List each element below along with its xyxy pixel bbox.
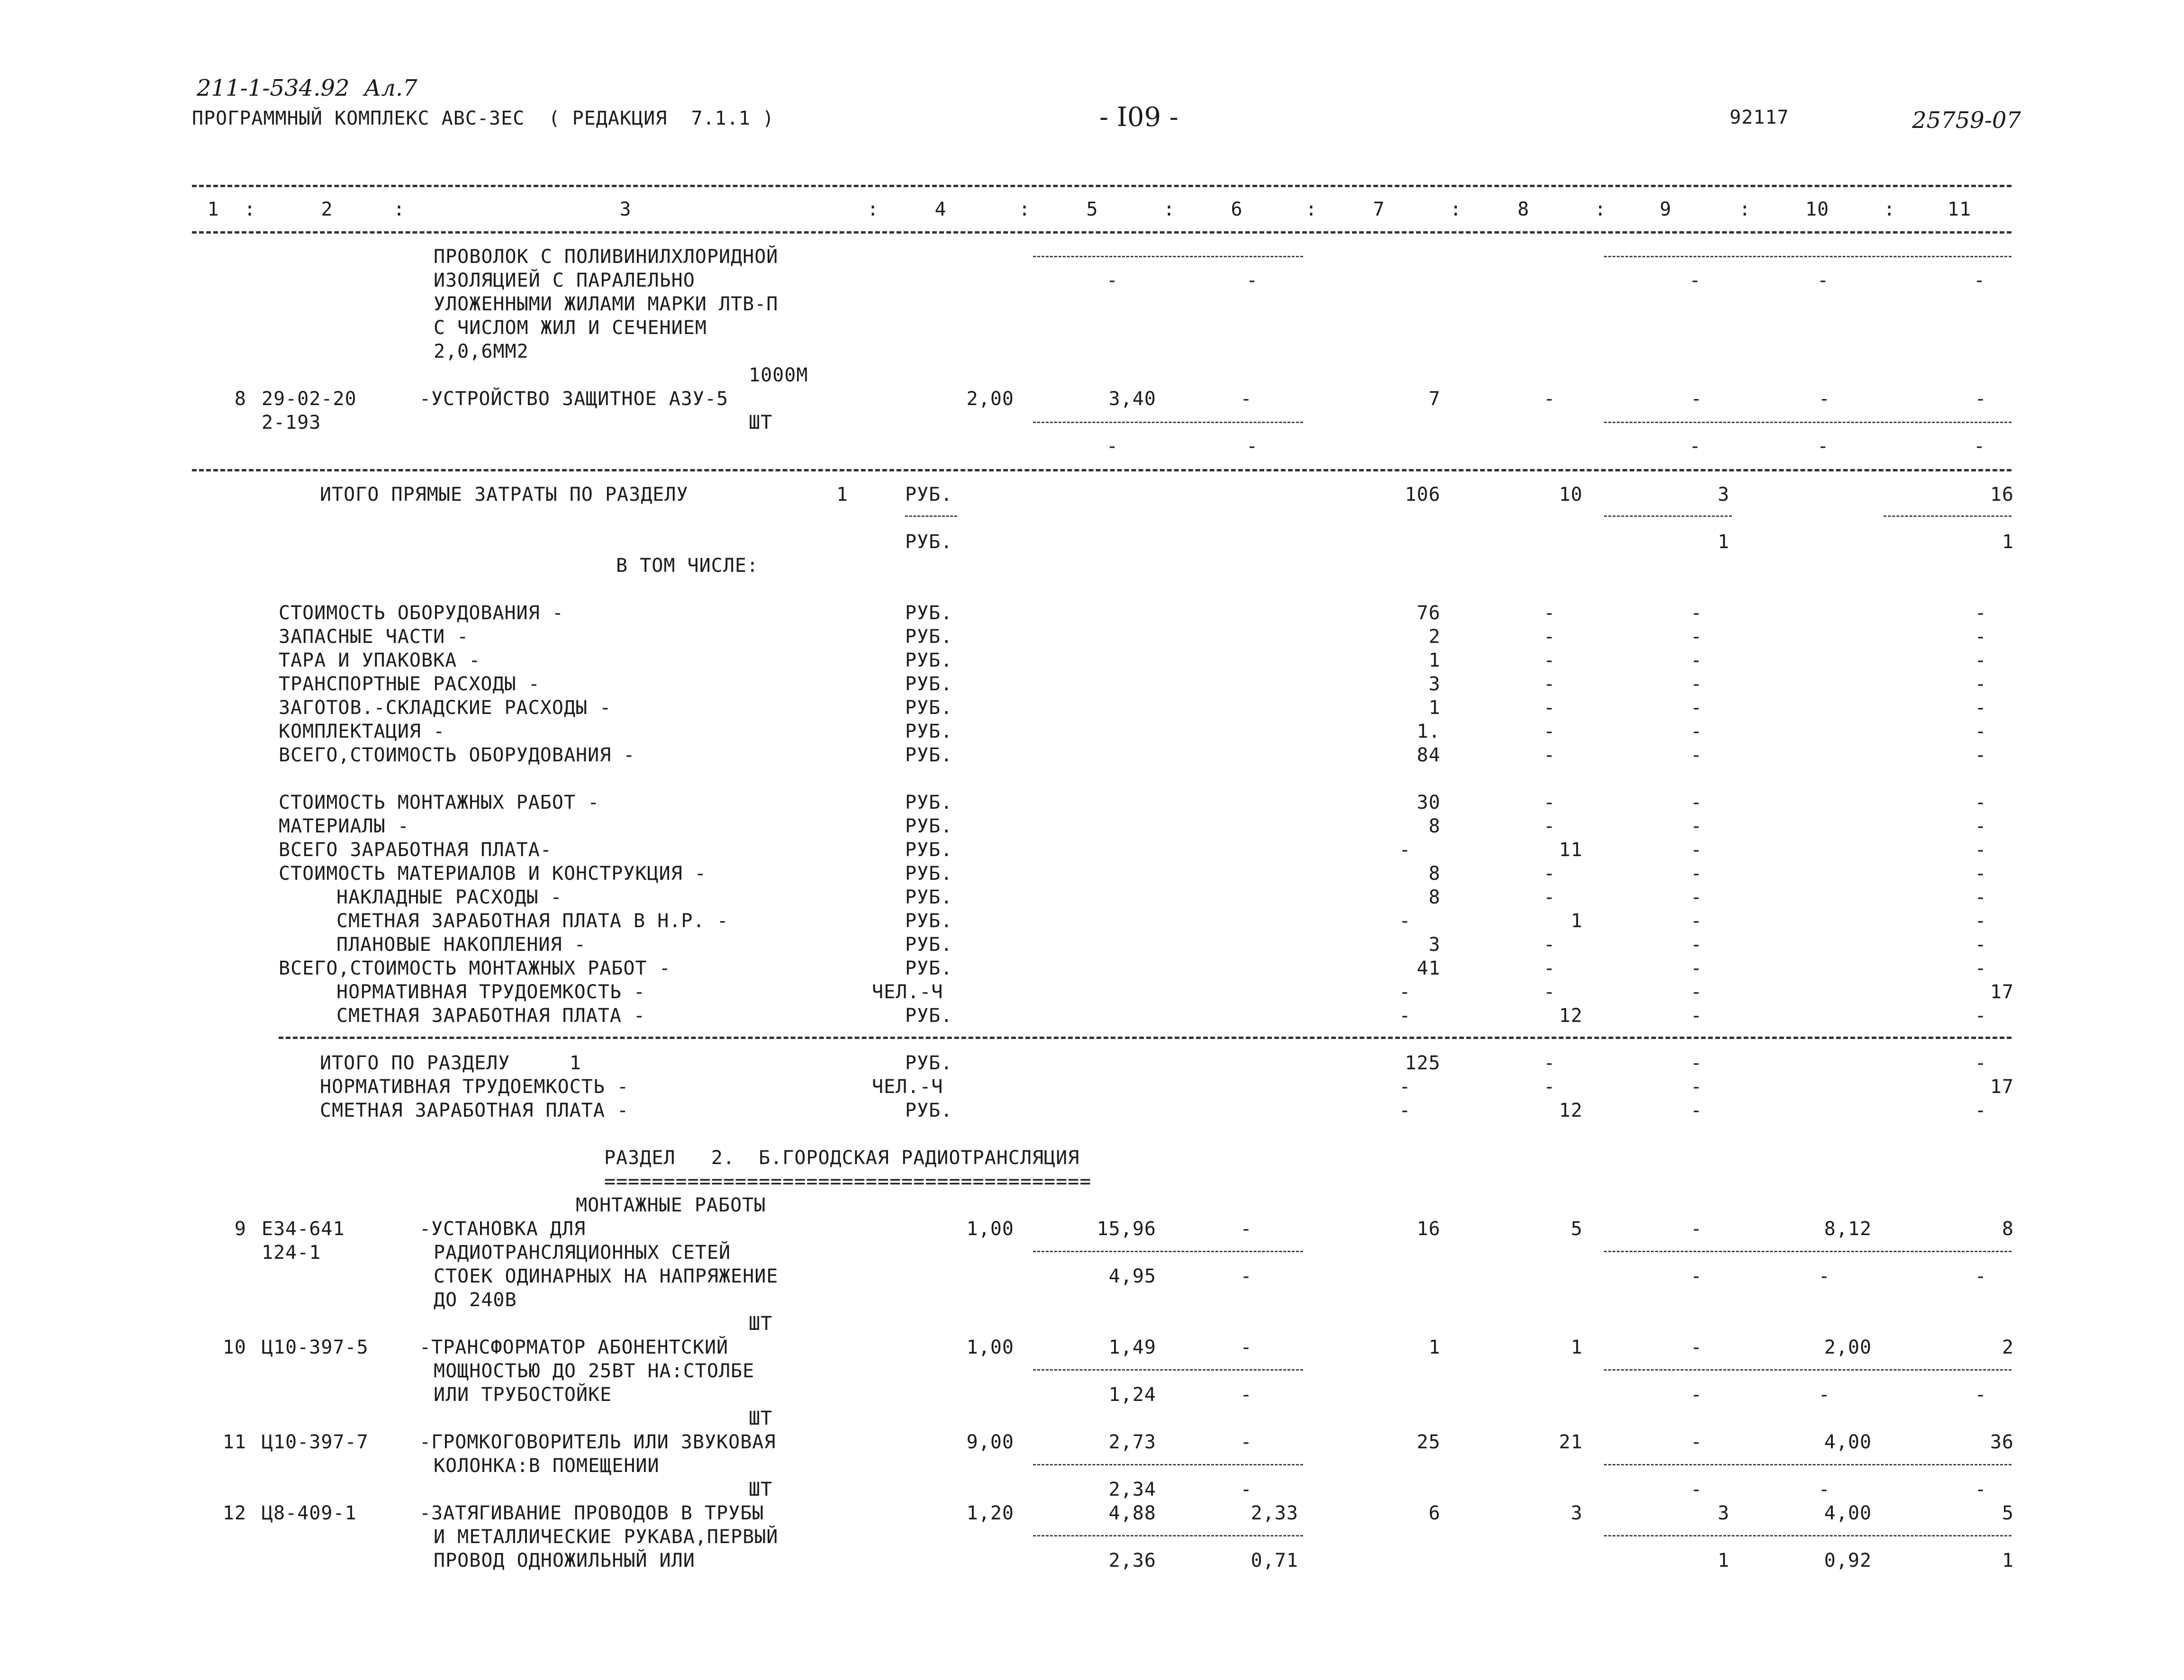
row-c9-2: 1: [1717, 1550, 1730, 1572]
equip-c7: 1.: [1416, 721, 1441, 742]
mont-c11: -: [1975, 1005, 1987, 1027]
row-number: 11: [222, 1431, 246, 1453]
mont-c11: 17: [1990, 981, 2014, 1003]
row-c11: 5: [2002, 1502, 2014, 1524]
section-total-c7: -: [1399, 1076, 1411, 1098]
row-c6-2: -: [1240, 1384, 1252, 1406]
equip-c9: -: [1690, 673, 1703, 695]
row-c11-2: -: [1975, 1265, 1987, 1287]
row-price: 3,40: [1108, 388, 1156, 410]
row-code: Ц10-397-7: [262, 1431, 369, 1453]
equip-c8: -: [1543, 697, 1556, 719]
section-total-unit: ЧЕЛ.-Ч: [872, 1076, 943, 1098]
total-direct-c7: 106: [1405, 484, 1441, 506]
equip-c8: -: [1543, 626, 1556, 648]
total-direct-unit-2: РУБ.: [905, 531, 953, 553]
mont-c8: -: [1543, 815, 1556, 837]
col-header-5: 5: [1086, 199, 1098, 220]
mont-c9: -: [1690, 815, 1703, 837]
row-name: ИЛИ ТРУБОСТОЙКЕ: [434, 1384, 612, 1406]
col-header-9: 9: [1659, 199, 1672, 220]
col-header-1: 1: [207, 199, 219, 220]
section-total-label: ИТОГО ПО РАЗДЕЛУ 1: [320, 1052, 581, 1074]
mont-c8: -: [1543, 886, 1556, 908]
equip-c9: -: [1690, 602, 1703, 624]
mont-c7: 8: [1428, 886, 1441, 908]
equip-unit: РУБ.: [905, 650, 953, 671]
section-total-c9: -: [1690, 1052, 1703, 1074]
mont-c9: -: [1690, 792, 1703, 813]
row-c10: 8,12: [1824, 1218, 1872, 1240]
section-total-c7: 125: [1405, 1052, 1441, 1074]
mont-c7: -: [1399, 981, 1411, 1003]
row-c11-2: -: [1975, 1479, 1987, 1500]
row-number: 12: [222, 1502, 246, 1524]
equip-c11: -: [1975, 721, 1987, 742]
item-unit: 1000М: [749, 364, 808, 386]
mont-c8: -: [1543, 957, 1556, 979]
equip-unit: РУБ.: [905, 721, 953, 742]
row-price-2: 4,95: [1108, 1265, 1156, 1287]
mont-c9: -: [1690, 886, 1703, 908]
row-name: -УСТРОЙСТВО ЗАЩИТНОЕ АЗУ-5: [419, 388, 729, 410]
section-subtitle: МОНТАЖНЫЕ РАБОТЫ: [576, 1194, 766, 1216]
total-direct-c8: 10: [1559, 484, 1583, 506]
col-header-8: 8: [1517, 199, 1530, 220]
section-total-c11: 17: [1990, 1076, 2014, 1098]
equip-c11: -: [1975, 602, 1987, 624]
mont-c9: -: [1690, 863, 1703, 885]
row-code: Е34-641: [262, 1218, 345, 1240]
col-header-4: 4: [934, 199, 947, 220]
row-name: КОЛОНКА:В ПОМЕЩЕНИИ: [434, 1455, 660, 1477]
mont-label: ВСЕГО,СТОИМОСТЬ МОНТАЖНЫХ РАБОТ -: [279, 957, 671, 979]
row-price-2: 2,34: [1108, 1479, 1156, 1500]
total-direct-c9: 3: [1717, 484, 1730, 506]
row-c7: 1: [1428, 1337, 1441, 1358]
equip-c7: 1: [1428, 697, 1441, 719]
mont-c7: 41: [1416, 957, 1441, 979]
mont-c11: -: [1975, 863, 1987, 885]
row-c11: 2: [2002, 1337, 2014, 1358]
mont-label: СТОИМОСТЬ МАТЕРИАЛОВ И КОНСТРУКЦИЯ -: [279, 863, 707, 885]
mont-c9: -: [1690, 957, 1703, 979]
row-code: Ц8-409-1: [262, 1502, 357, 1524]
row-qty: 2,00: [966, 388, 1014, 410]
mont-c7: 30: [1416, 792, 1441, 813]
row-c10: 4,00: [1824, 1502, 1872, 1524]
mont-c8: -: [1543, 981, 1556, 1003]
equip-c7: 1: [1428, 650, 1441, 671]
equip-label: ТАРА И УПАКОВКА -: [279, 650, 481, 671]
rule: [192, 185, 2012, 187]
row-name: -ЗАТЯГИВАНИЕ ПРОВОДОВ В ТРУБЫ: [419, 1502, 764, 1524]
section-underline: =========================================: [604, 1171, 1092, 1192]
row-c9: 3: [1717, 1502, 1730, 1524]
row-c8: 21: [1559, 1431, 1583, 1453]
row-c11: 8: [2002, 1218, 2014, 1240]
equip-c11: -: [1975, 626, 1987, 648]
equip-c7: 84: [1416, 744, 1441, 766]
row-c10-2: 0,92: [1824, 1550, 1872, 1572]
row-price: 15,96: [1097, 1218, 1156, 1240]
mont-unit: ЧЕЛ.-Ч: [872, 981, 943, 1003]
mont-c11: -: [1975, 839, 1987, 861]
row-name: ДО 240В: [434, 1289, 517, 1311]
item-text: С ЧИСЛОМ ЖИЛ И СЕЧЕНИЕМ: [434, 317, 707, 339]
item-text: УЛОЖЕННЫМИ ЖИЛАМИ МАРКИ ЛТВ-П: [434, 293, 779, 315]
mont-c7: -: [1399, 910, 1411, 932]
item-text: ПРОВОЛОК С ПОЛИВИНИЛХЛОРИДНОЙ: [434, 246, 779, 268]
section-total-c11: -: [1975, 1100, 1987, 1121]
row-name: И МЕТАЛЛИЧЕСКИЕ РУКАВА,ПЕРВЫЙ: [434, 1526, 779, 1548]
mont-label: НАКЛАДНЫЕ РАСХОДЫ -: [336, 886, 562, 908]
section-total-unit: РУБ.: [905, 1100, 953, 1121]
section-total-label: НОРМАТИВНАЯ ТРУДОЕМКОСТЬ -: [320, 1076, 629, 1098]
equip-c9: -: [1690, 721, 1703, 742]
col-header-2: 2: [321, 199, 333, 220]
mont-c7: -: [1399, 839, 1411, 861]
row-code: Ц10-397-5: [262, 1337, 369, 1358]
equip-c8: -: [1543, 602, 1556, 624]
row-c11-2: -: [1975, 1384, 1987, 1406]
mont-unit: РУБ.: [905, 815, 953, 837]
row-c9-2: -: [1690, 1265, 1703, 1287]
row-unit: ШТ: [749, 1313, 773, 1335]
section-title: РАЗДЕЛ 2. Б.ГОРОДСКАЯ РАДИОТРАНСЛЯЦИЯ: [604, 1147, 1080, 1169]
row-c6: -: [1240, 1218, 1252, 1240]
equip-unit: РУБ.: [905, 602, 953, 624]
row-name: -ТРАНСФОРМАТОР АБОНЕНТСКИЙ: [419, 1337, 729, 1358]
mont-unit: РУБ.: [905, 886, 953, 908]
row-c9: -: [1690, 1218, 1703, 1240]
section-total-c11: -: [1975, 1052, 1987, 1074]
equip-c8: -: [1543, 673, 1556, 695]
row-code-2: 2-193: [262, 412, 321, 434]
mont-unit: РУБ.: [905, 863, 953, 885]
total-direct-section: 1: [836, 484, 849, 506]
mont-unit: РУБ.: [905, 934, 953, 956]
row-qty: 1,20: [966, 1502, 1014, 1524]
row-code: 29-02-20: [262, 388, 357, 410]
total-direct-label: ИТОГО ПРЯМЫЕ ЗАТРАТЫ ПО РАЗДЕЛУ: [320, 484, 689, 506]
mont-c7: -: [1399, 1005, 1411, 1027]
mont-label: ВСЕГО ЗАРАБОТНАЯ ПЛАТА-: [279, 839, 552, 861]
row-c9: -: [1690, 388, 1703, 410]
row-name: -ГРОМКОГОВОРИТЕЛЬ ИЛИ ЗВУКОВАЯ: [419, 1431, 776, 1453]
equip-c11: -: [1975, 673, 1987, 695]
equip-unit: РУБ.: [905, 673, 953, 695]
mont-c7: 3: [1428, 934, 1441, 956]
mont-c11: -: [1975, 934, 1987, 956]
doc-code: 211-1-534.92 Ал.7: [197, 75, 417, 101]
row-name: МОЩНОСТЬЮ ДО 25ВТ НА:СТОЛБЕ: [434, 1360, 755, 1382]
row-unit: ШТ: [749, 1479, 773, 1500]
mont-label: МАТЕРИАЛЫ -: [279, 815, 409, 837]
mont-c11: -: [1975, 957, 1987, 979]
row-c11-2: 1: [2002, 1550, 2014, 1572]
row-unit: ШТ: [749, 1408, 773, 1429]
row-c10: 4,00: [1824, 1431, 1872, 1453]
row-qty: 1,00: [966, 1337, 1014, 1358]
col-header-11: 11: [1947, 199, 1972, 220]
row-c9-2: -: [1690, 1384, 1703, 1406]
row-name: -УСТАНОВКА ДЛЯ: [419, 1218, 586, 1240]
equip-c11: -: [1975, 697, 1987, 719]
equip-c7: 2: [1428, 626, 1441, 648]
row-name: СТОЕК ОДИНАРНЫХ НА НАПРЯЖЕНИЕ: [434, 1265, 779, 1287]
row-c6-2: 0,71: [1251, 1550, 1298, 1572]
section-total-c7: -: [1399, 1100, 1411, 1121]
equip-c7: 76: [1416, 602, 1441, 624]
mont-c8: 1: [1570, 910, 1583, 932]
mont-label: ПЛАНОВЫЕ НАКОПЛЕНИЯ -: [336, 934, 586, 956]
row-c6-2: -: [1240, 1265, 1252, 1287]
row-price: 1,49: [1108, 1337, 1156, 1358]
row-c10-2: -: [1818, 1384, 1831, 1406]
row-c10-2: -: [1818, 1265, 1831, 1287]
mont-unit: РУБ.: [905, 957, 953, 979]
row-c10: 2,00: [1824, 1337, 1872, 1358]
row-price: 4,88: [1108, 1502, 1156, 1524]
mont-c7: 8: [1428, 863, 1441, 885]
equip-unit: РУБ.: [905, 626, 953, 648]
mont-c8: -: [1543, 792, 1556, 813]
equip-c8: -: [1543, 721, 1556, 742]
row-c7: 16: [1416, 1218, 1441, 1240]
mont-unit: РУБ.: [905, 1005, 953, 1027]
archive-number: 25759-07: [1912, 107, 2021, 134]
row-qty: 9,00: [966, 1431, 1014, 1453]
mont-c11: -: [1975, 815, 1987, 837]
col-header-10: 10: [1805, 199, 1830, 220]
equip-c9: -: [1690, 697, 1703, 719]
row-c10-2: -: [1818, 1479, 1831, 1500]
row-c8: 3: [1570, 1502, 1583, 1524]
equip-c8: -: [1543, 650, 1556, 671]
page-number: - I09 -: [1099, 102, 1178, 133]
section-total-c9: -: [1690, 1100, 1703, 1121]
equip-c11: -: [1975, 744, 1987, 766]
row-c7: 6: [1428, 1502, 1441, 1524]
program-title: ПРОГРАММНЫЙ КОМПЛЕКС АВС-3ЕС ( РЕДАКЦИЯ 7.1.1 ): [192, 108, 775, 129]
section-total-c8: -: [1543, 1052, 1556, 1074]
section-total-c8: 12: [1559, 1100, 1583, 1121]
equip-c11: -: [1975, 650, 1987, 671]
row-c7: 25: [1416, 1431, 1441, 1453]
mont-c8: -: [1543, 934, 1556, 956]
mont-unit: РУБ.: [905, 839, 953, 861]
mont-c8: -: [1543, 863, 1556, 885]
row-c9-2: -: [1690, 1479, 1703, 1500]
mont-c8: 12: [1559, 1005, 1583, 1027]
equip-c9: -: [1690, 626, 1703, 648]
row-c10: -: [1818, 388, 1831, 410]
row-price-2: 2,36: [1108, 1550, 1156, 1572]
mont-unit: РУБ.: [905, 792, 953, 813]
row-c11: -: [1975, 388, 1987, 410]
row-price-2: 1,24: [1108, 1384, 1156, 1406]
row-code-2: 124-1: [262, 1242, 321, 1264]
doc-number: 92117: [1730, 107, 1789, 128]
mont-c9: -: [1690, 839, 1703, 861]
row-c6: -: [1240, 388, 1252, 410]
row-c7: 7: [1428, 388, 1441, 410]
row-number: 9: [234, 1218, 246, 1240]
row-name: РАДИОТРАНСЛЯЦИОННЫХ СЕТЕЙ: [434, 1242, 731, 1264]
item-text: ИЗОЛЯЦИЕЙ С ПАРАЛЕЛЬНО: [434, 270, 695, 291]
total-direct-c9b: 1: [1717, 531, 1730, 553]
total-direct-c11b: 1: [2002, 531, 2014, 553]
row-c11: 36: [1990, 1431, 2014, 1453]
equip-label: КОМПЛЕКТАЦИЯ -: [279, 721, 445, 742]
mont-label: СМЕТНАЯ ЗАРАБОТНАЯ ПЛАТА В Н.Р. -: [336, 910, 729, 932]
row-c8: 5: [1570, 1218, 1583, 1240]
equip-label: ЗАГОТОВ.-СКЛАДСКИЕ РАСХОДЫ -: [279, 697, 612, 719]
section-total-c8: -: [1543, 1076, 1556, 1098]
rule: [192, 469, 2012, 471]
total-direct-unit: РУБ.: [905, 484, 953, 506]
mont-c11: -: [1975, 886, 1987, 908]
mont-c7: 8: [1428, 815, 1441, 837]
section-total-c9: -: [1690, 1076, 1703, 1098]
row-qty: 1,00: [966, 1218, 1014, 1240]
row-c9: -: [1690, 1337, 1703, 1358]
col-header-6: 6: [1231, 199, 1243, 220]
col-header-3: 3: [619, 199, 632, 220]
section-total-unit: РУБ.: [905, 1052, 953, 1074]
mont-label: НОРМАТИВНАЯ ТРУДОЕМКОСТЬ -: [336, 981, 646, 1003]
col-header-7: 7: [1373, 199, 1385, 220]
rule: [279, 1037, 2012, 1039]
row-c6: 2,33: [1251, 1502, 1298, 1524]
row-c6: -: [1240, 1337, 1252, 1358]
row-price: 2,73: [1108, 1431, 1156, 1453]
mont-c9: -: [1690, 910, 1703, 932]
equip-label: СТОИМОСТЬ ОБОРУДОВАНИЯ -: [279, 602, 564, 624]
mont-unit: РУБ.: [905, 910, 953, 932]
row-c8: -: [1543, 388, 1556, 410]
equip-unit: РУБ.: [905, 744, 953, 766]
estimate-page: 211-1-534.92 Ал.7 ПРОГРАММНЫЙ КОМПЛЕКС АВС-3ЕС ( РЕДАКЦИЯ 7.1.1 ) - I09 - 92117 25759-07 1 2 3 4 5 6 7 8 9 10 11 : : : : : : : : : : ПРОВОЛОК С ПОЛИВИНИЛХЛОРИДНОЙ ИЗОЛЯЦИЕЙ С ПАРАЛЕЛЬНО УЛОЖЕННЫМИ ЖИЛАМИ МАРКИ ЛТВ-П С ЧИСЛОМ ЖИЛ И СЕЧЕНИЕМ 2,0,6ММ2 1000М - - - - - 8 29-02-20 2-193 -УСТРОЙСТВО ЗАЩИТНОЕ АЗУ-5 ШТ 2,00 3,40 - 7 - - - - - - - - - ИТОГО ПРЯМЫЕ ЗАТРАТЫ ПО РАЗДЕЛУ 1 РУБ. 106 10 3 16 РУБ. 1 1 В ТОМ ЧИСЛЕ: СТОИМОСТЬ ОБОРУДОВАНИЯ - РУБ. 76 - - - ЗАПАСНЫЕ ЧАСТИ - РУБ. 2 - - - ТАРА И УПАКОВКА - РУБ. 1 - - - ТРАНСПОРТНЫЕ РАСХОДЫ - РУБ. 3 - - - ЗАГОТОВ.-СКЛАДСКИЕ РАСХОДЫ - РУБ. 1 - - - КОМПЛЕКТАЦИЯ - РУБ. 1. - - - ВСЕГО,СТОИМОСТЬ ОБОРУДОВАНИЯ - РУБ. 84 - - - СТОИМОСТЬ МОНТАЖНЫХ РАБОТ - РУБ. 30 - - - МАТЕРИАЛЫ - РУБ. 8 - - - ВСЕГО ЗАРАБОТНАЯ ПЛАТА- РУБ. - 11 - - СТОИМОСТЬ МАТЕРИАЛОВ И КОНСТРУКЦИЯ - РУБ. 8 - - - НАКЛАДНЫЕ РАСХОДЫ - РУБ. 8 - - - СМЕТНАЯ ЗАРАБОТНАЯ ПЛАТА В Н.Р. - РУБ. - 1 - - ПЛАНОВЫЕ НАКОПЛЕНИЯ - РУБ. 3 - - - ВСЕГО,СТОИМОСТЬ МОНТАЖНЫХ РАБОТ - РУБ. 41 - - - НОРМАТИВНАЯ ТРУДОЕМКОСТЬ - ЧЕЛ.-Ч - - - 17 СМЕТНАЯ ЗАРАБОТНАЯ ПЛАТА - РУБ. - 12 - - ИТОГО ПО РАЗДЕЛУ 1 РУБ. 125 - - - НОРМАТИВНАЯ ТРУДОЕМКОСТЬ - ЧЕЛ.-Ч - - - 17 СМЕТНАЯ ЗАРАБОТНАЯ ПЛАТА - РУБ. - 12 - - РАЗДЕЛ 2. Б.ГОРОДСКАЯ РАДИОТРАНСЛЯЦИЯ ========================================= МОНТАЖНЫЕ РАБОТЫ 9 Е34-641 124-1 -УСТАНОВКА ДЛЯ РАДИОТРАНСЛЯЦИОННЫХ СЕТЕЙ СТОЕК ОДИНАРНЫХ НА НАПРЯЖЕНИЕ ДО 240В ШТ 1,00 15,96 - 16 5 - 8,12 8 4,95 - - - - 10 Ц10-397-5 -ТРАНСФОРМАТОР АБОНЕНТСКИЙ МОЩНОСТЬЮ ДО 25ВТ НА:СТОЛБЕ ИЛИ ТРУБОСТОЙКЕ ШТ 1,00 1,49 - 1 1 - 2,00 2 1,24 - - - - 11 Ц10-397-7 -ГРОМКОГОВОРИТЕЛЬ ИЛИ ЗВУКОВАЯ КОЛОНКА:В ПОМЕЩЕНИИ ШТ 9,00 2,73 - 25 21 - 4,00 36 2,34 - - - - 12 Ц8-409-1 -ЗАТЯГИВАНИЕ ПРОВОДОВ В ТРУБЫ И МЕТАЛЛИЧЕСКИЕ РУКАВА,ПЕРВЫЙ ПРОВОД ОДНОЖИЛЬНЫЙ ИЛИ 1,20 4,88 2,33 6 3 3 4,00 5 2,36 0,71 1 0,92 1: [192, 75, 2021, 1572]
equip-c9: -: [1690, 744, 1703, 766]
mont-c11: -: [1975, 910, 1987, 932]
mont-c11: -: [1975, 792, 1987, 813]
item-text: 2,0,6ММ2: [434, 341, 529, 362]
equip-label: ЗАПАСНЫЕ ЧАСТИ -: [279, 626, 469, 648]
rule: [192, 231, 2012, 234]
mont-c9: -: [1690, 981, 1703, 1003]
mont-label: СТОИМОСТЬ МОНТАЖНЫХ РАБОТ -: [279, 792, 600, 813]
section-total-label: СМЕТНАЯ ЗАРАБОТНАЯ ПЛАТА -: [320, 1100, 629, 1121]
mont-c9: -: [1690, 1005, 1703, 1027]
row-c9: -: [1690, 1431, 1703, 1453]
row-number: 10: [222, 1337, 246, 1358]
row-name: ПРОВОД ОДНОЖИЛЬНЫЙ ИЛИ: [434, 1550, 695, 1572]
row-unit: ШТ: [749, 412, 773, 434]
equip-label: ТРАНСПОРТНЫЕ РАСХОДЫ -: [279, 673, 540, 695]
equip-c7: 3: [1428, 673, 1441, 695]
mont-c9: -: [1690, 934, 1703, 956]
total-direct-c11: 16: [1990, 484, 2014, 506]
row-c6: -: [1240, 1431, 1252, 1453]
row-c8: 1: [1570, 1337, 1583, 1358]
mont-label: СМЕТНАЯ ЗАРАБОТНАЯ ПЛАТА -: [336, 1005, 646, 1027]
including-label: В ТОМ ЧИСЛЕ:: [616, 555, 759, 577]
mont-c8: 11: [1559, 839, 1583, 861]
equip-label: ВСЕГО,СТОИМОСТЬ ОБОРУДОВАНИЯ -: [279, 744, 635, 766]
row-c6-2: -: [1240, 1479, 1252, 1500]
equip-unit: РУБ.: [905, 697, 953, 719]
row-number: 8: [234, 388, 246, 410]
equip-c9: -: [1690, 650, 1703, 671]
equip-c8: -: [1543, 744, 1556, 766]
